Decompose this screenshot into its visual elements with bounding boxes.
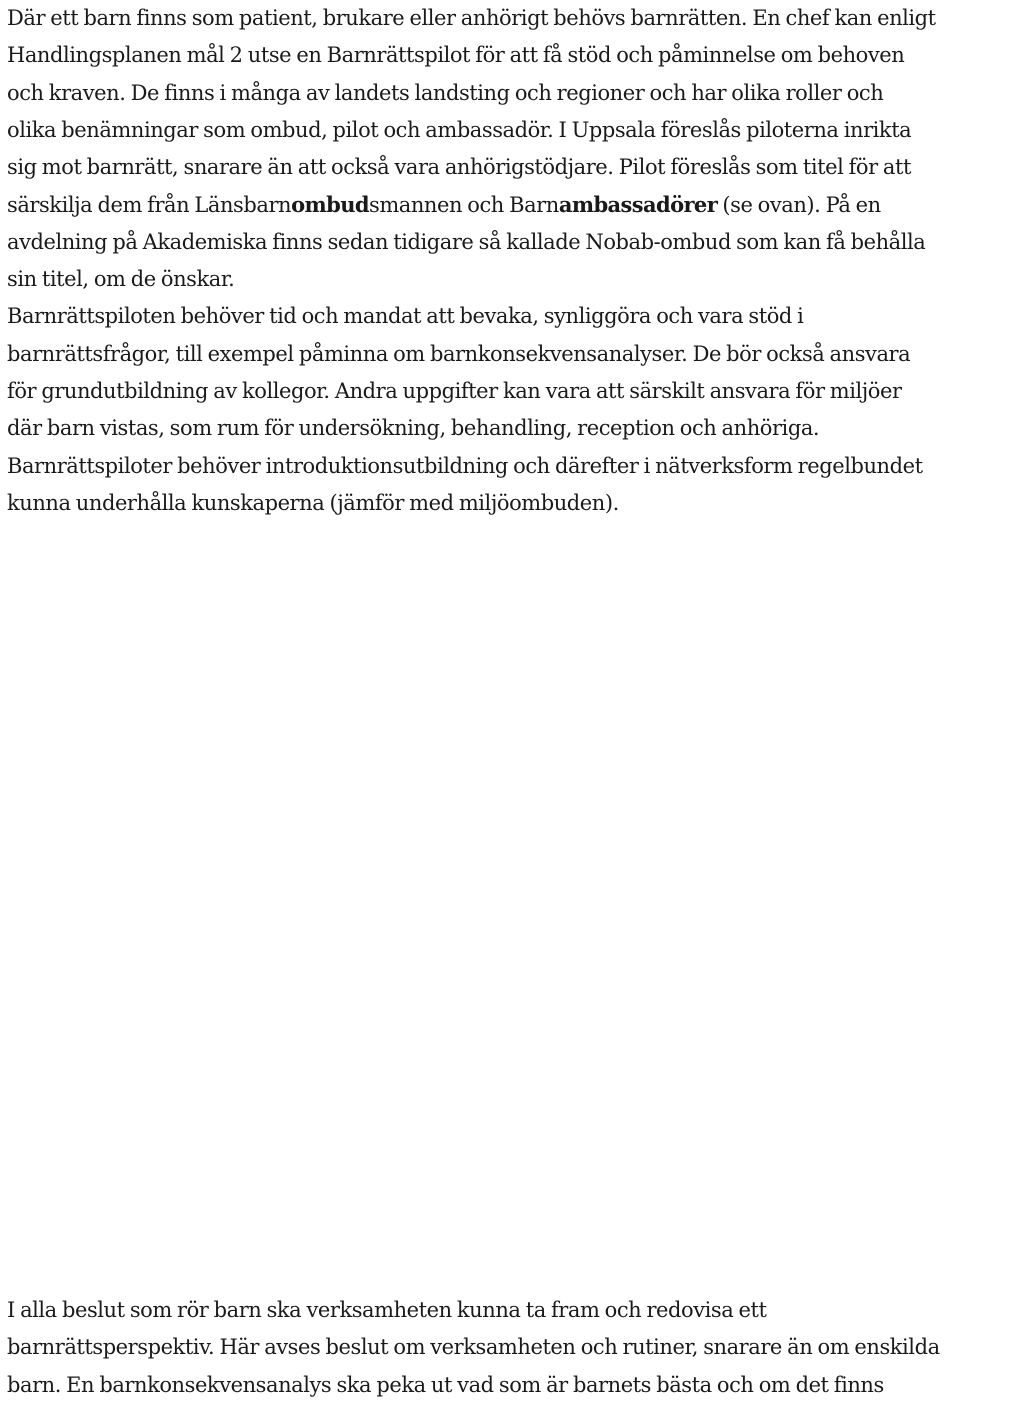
text-line: för grundutbildning av kollegor. Andra uppgifter kan vara att särskilt ansvara för miljöer: [7, 378, 902, 403]
text-line: Barnrättspiloter behöver introduktionsutbildning och därefter i nätverksform regelbundet: [7, 453, 923, 478]
text-line: barnrättsperspektiv. Här avses beslut om verksamheten och rutiner, snarare än om enskilda: [7, 1335, 940, 1360]
text-line: I alla beslut som rör barn ska verksamheten kunna ta fram och redovisa ett: [7, 1298, 767, 1322]
text-line: där barn vistas, som rum för undersökning, behandling, reception och anhöriga.: [7, 416, 820, 441]
text-line: olika benämningar som ombud, pilot och ambassadör. I Uppsala föreslås piloterna inrikta: [7, 117, 912, 142]
paragraph-barnrattspilot: [7, 0, 1024, 522]
text-line: barn. En barnkonsekvensanalys ska peka ut vad som är barnets bästa och om det finns: [7, 1372, 884, 1397]
text-line: och kraven. De finns i många av landets landsting och regioner och har olika roller och: [7, 80, 884, 105]
text-line: kunna underhålla kunskaperna (jämför med miljöombuden).: [7, 490, 619, 515]
text-line: sig mot barnrätt, snarare än att också vara anhörigstödjare. Pilot föreslås som titel för att: [7, 155, 911, 180]
text-line: Barnrättspiloten behöver tid och mandat att bevaka, synliggöra och vara stöd i: [7, 304, 804, 329]
text-line: sin titel, om de önskar.: [7, 267, 235, 292]
text-line: Där ett barn finns som patient, brukare eller anhörigt behövs barnrätten. En chef kan enligt: [7, 6, 936, 30]
bold-fragment-ambassadorer: ambassadörer: [558, 192, 718, 218]
text-line: barnrättsfrågor, till exempel påminna om barnkonsekvensanalyser. De bör också ansvara: [7, 341, 911, 366]
text-line: avdelning på Akademiska finns sedan tidigare så kallade Nobab-ombud som kan få behålla: [7, 229, 926, 254]
text-fragment: särskilja dem från Länsbarn: [7, 193, 292, 218]
text-line: Handlingsplanen mål 2 utse en Barnrättspilot för att få stöd och påminnelse om behoven: [7, 43, 905, 68]
paragraph-barnrattsperspektiv: [7, 1292, 1024, 1404]
bold-fragment-ombud: ombud: [291, 192, 369, 218]
text-fragment: smannen och Barn: [369, 193, 559, 218]
text-line-with-emphasis: [7, 186, 1024, 223]
text-fragment: (se ovan). På en: [717, 193, 881, 218]
